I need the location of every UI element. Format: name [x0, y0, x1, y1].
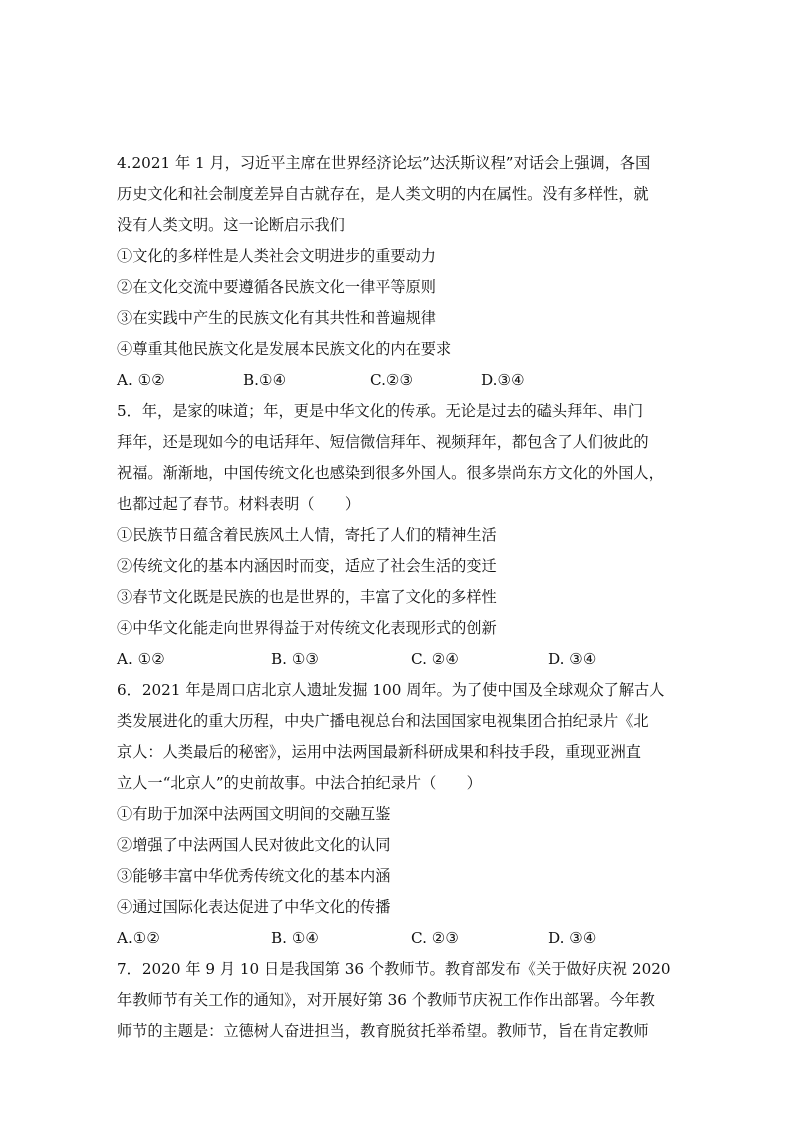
question-6 [117, 680, 682, 948]
question-5-statement-2: ②传统文化的基本内涵因时而变，适应了社会生活的变迁 [117, 557, 497, 575]
question-5-stem-line: 祝福。渐渐地，中国传统文化也感染到很多外国人。很多崇尚东方文化的外国人， [117, 464, 664, 482]
question-5-choice-b: B. ①③ [271, 650, 320, 668]
question-5-statement-4: ④中华文化能走向世界得益于对传统文化表现形式的创新 [117, 619, 497, 637]
question-4-choice-a: A. ①② [117, 371, 165, 389]
question-5-stem-line: 也都过起了春节。材料表明（ ） [117, 495, 360, 513]
question-4-stem-line: 4.2021 年 1 月，习近平主席在世界经济论坛”达沃斯议程”对话会上强调，各国 [117, 154, 651, 172]
question-4-statement-3: ③在实践中产生的民族文化有其共性和普遍规律 [117, 309, 436, 327]
question-6-statement-3: ③能够丰富中华优秀传统文化的基本内涵 [117, 867, 391, 885]
question-6-choice-d: D. ③④ [548, 929, 597, 947]
question-4-choice-c: C.②③ [370, 371, 414, 389]
question-7-stem-line: 7．2020 年 9 月 10 日是我国第 36 个教师节。教育部发布《关于做好庆祝 2020 [117, 960, 671, 978]
question-4-stem-line: 没有人类文明。这一论断启示我们 [117, 216, 345, 234]
question-6-statement-4: ④通过国际化表达促进了中华文化的传播 [117, 898, 391, 916]
question-5 [117, 401, 682, 669]
question-4-statement-1: ①文化的多样性是人类社会文明进步的重要动力 [117, 247, 436, 265]
question-6-stem-line: 6．2021 年是周口店北京人遗址发掘 100 周年。为了使中国及全球观众了解古人 [117, 681, 665, 699]
question-4-choice-b: B.①④ [243, 371, 287, 389]
question-4-stem-line: 历史文化和社会制度差异自古就存在，是人类文明的内在属性。没有多样性，就 [117, 185, 649, 203]
question-6-choices [117, 928, 682, 948]
question-5-stem-line: 5．年，是家的味道；年，更是中华文化的传承。无论是过去的磕头拜年、串门 [117, 402, 644, 420]
question-5-choice-a: A. ①② [117, 650, 165, 668]
question-6-stem-line: 类发展进化的重大历程，中央广播电视总台和法国国家电视集团合拍纪录片《北 [117, 712, 649, 730]
question-4-choice-d: D.③④ [481, 371, 525, 389]
question-4 [117, 153, 682, 390]
question-6-choice-c: C. ②③ [411, 929, 459, 947]
question-5-stem-line: 拜年，还是现如今的电话拜年、短信微信拜年、视频拜年，都包含了人们彼此的 [117, 433, 649, 451]
question-6-stem-line: 立人一“北京人”的史前故事。中法合拍纪录片（ ） [117, 774, 482, 792]
question-6-statement-2: ②增强了中法两国人民对彼此文化的认同 [117, 836, 391, 854]
question-4-statement-2: ②在文化交流中要遵循各民族文化一律平等原则 [117, 278, 436, 296]
question-6-choice-b: B. ①④ [271, 929, 320, 947]
question-6-stem-line: 京人：人类最后的秘密》，运用中法两国最新科研成果和科技手段，重现亚洲直 [117, 743, 641, 761]
question-5-choice-c: C. ②④ [411, 650, 459, 668]
question-6-statement-1: ①有助于加深中法两国文明间的交融互鉴 [117, 805, 391, 823]
question-4-choices [117, 370, 682, 390]
question-7-stem-line: 师节的主题是：立德树人奋进担当，教育脱贫托举希望。教师节，旨在肯定教师 [117, 1022, 649, 1040]
question-5-statement-1: ①民族节日蕴含着民族风土人情，寄托了人们的精神生活 [117, 526, 497, 544]
question-4-statement-4: ④尊重其他民族文化是发展本民族文化的内在要求 [117, 340, 452, 358]
question-5-choices [117, 649, 682, 669]
question-5-choice-d: D. ③④ [548, 650, 597, 668]
question-7 [117, 959, 682, 1041]
question-7-stem-line: 年教师节有关工作的通知》，对开展好第 36 个教师节庆祝工作作出部署。今年教 [117, 991, 655, 1009]
question-6-choice-a: A.①② [117, 929, 161, 947]
question-5-statement-3: ③春节文化既是民族的也是世界的，丰富了文化的多样性 [117, 588, 497, 606]
question-content [117, 153, 682, 1052]
